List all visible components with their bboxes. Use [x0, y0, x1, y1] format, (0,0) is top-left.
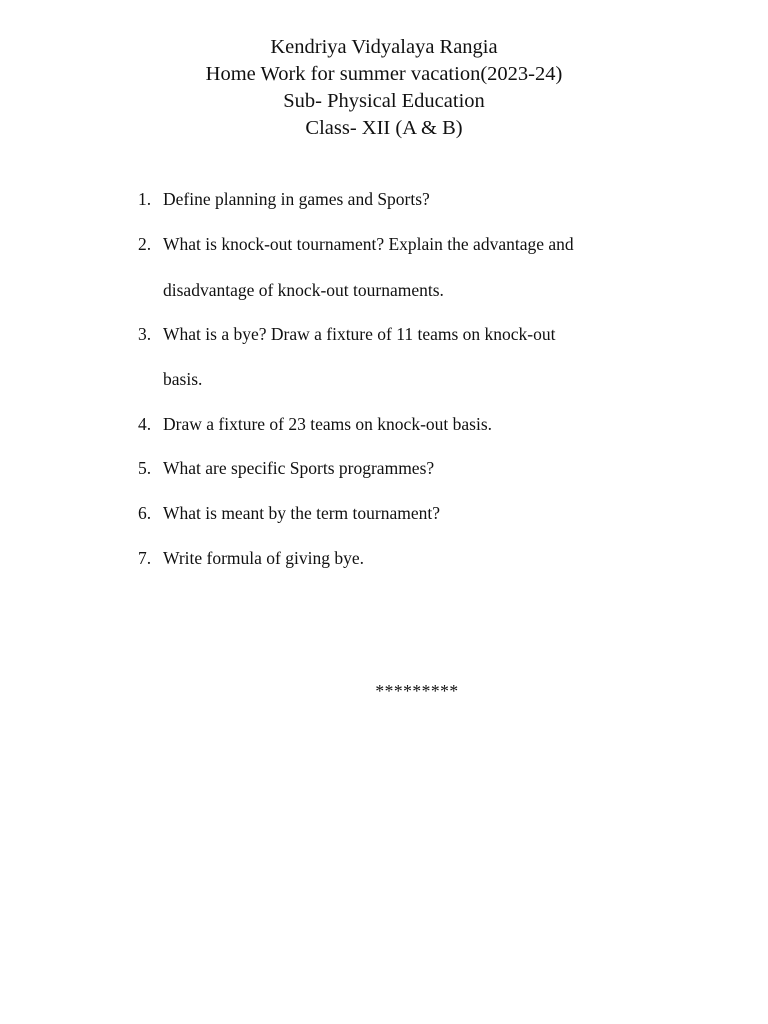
question-text: Define planning in games and Sports? — [163, 189, 430, 209]
question-text: Write formula of giving bye. — [163, 548, 364, 568]
question-text: What is a bye? Draw a fixture of 11 teams on knock-out — [163, 324, 556, 344]
document-header — [0, 34, 768, 142]
homework-title: Home Work for summer vacation(2023-24) — [205, 63, 563, 85]
question-number: 3. — [138, 324, 152, 344]
question-number: 4. — [138, 414, 152, 434]
end-separator: ********* — [375, 681, 459, 701]
question-text-continued: basis. — [163, 369, 203, 389]
question-text: Draw a fixture of 23 teams on knock-out basis. — [163, 414, 493, 434]
question-number: 1. — [138, 189, 152, 209]
subject-line: Sub- Physical Education — [283, 90, 485, 112]
question-text-continued: disadvantage of knock-out tournaments. — [163, 280, 444, 300]
question-text: What is meant by the term tournament? — [163, 503, 440, 523]
class-line: Class- XII (A & B) — [305, 117, 463, 139]
school-name: Kendriya Vidyalaya Rangia — [270, 36, 498, 58]
question-number: 2. — [138, 234, 152, 254]
question-number: 5. — [138, 458, 152, 478]
question-number: 7. — [138, 548, 152, 568]
question-number: 6. — [138, 503, 152, 523]
question-text: What are specific Sports programmes? — [163, 458, 435, 478]
question-text: What is knock-out tournament? Explain the advantage and — [163, 234, 574, 254]
